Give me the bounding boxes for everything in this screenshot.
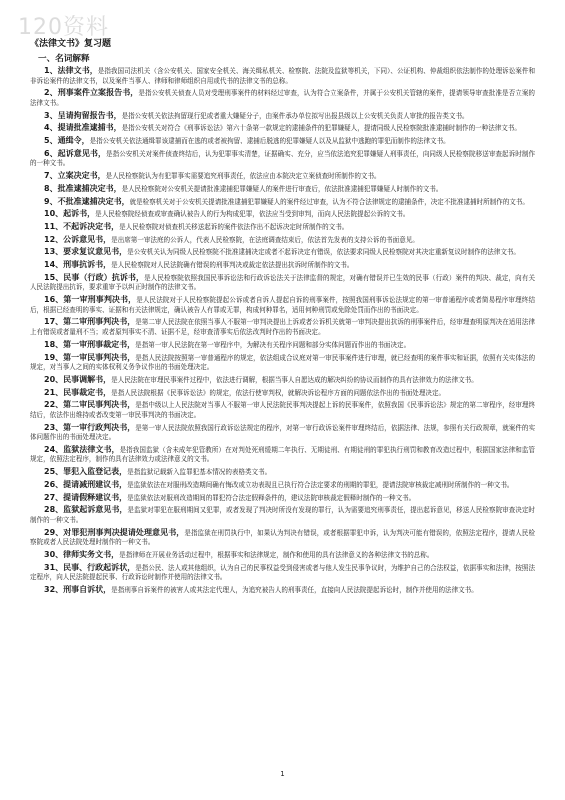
definition-term: 17、第二审刑事判决书， <box>44 317 136 327</box>
definition-term: 25、罪犯入监登记表， <box>44 467 128 477</box>
definition-text: 是指公安机关依法拘留现行犯或者重大嫌疑分子，由案件承办单位拟写出报县级以上公安机关负责人审批的报告类文书。 <box>121 111 469 120</box>
definition-entry <box>30 585 535 596</box>
definition-text: 是公安机关认为同级人民检察院不批准逮捕决定或者不起诉决定有错误，依法要求同级人民检察院对其决定重新复议时制作的法律文书。 <box>127 248 520 257</box>
definition-text: 是指中级以上人民法院对当事人不服第一审人民法院民事判决提起上诉的民事案件，依照我国《民事诉讼法》规定的第二审程序，经审理终结后，依法作出维持或者改变第一审民事判决的书面决定。 <box>30 401 535 419</box>
definition-text: 是人民检察院对人民法院确有错误的刑事判决或裁定依法提出抗诉时所制作的文书。 <box>111 261 354 270</box>
definition-term: 32、刑事自诉状， <box>44 584 112 594</box>
definition-entry <box>30 353 535 373</box>
definition-term: 6、起诉意见书， <box>44 148 106 158</box>
definition-entry <box>30 247 535 258</box>
definition-entry <box>30 235 535 246</box>
definition-entry <box>30 493 535 504</box>
definition-text: 是人民检察院依照我国民事诉讼法和行政诉讼法关于法律监督的规定，对确有错误并已生效的民事（行政）案件的判决、裁定，向有关人民法院提出抗诉，要求重审予以纠正时制作的法律文书。 <box>30 273 535 292</box>
definition-text: 是人民检察院对侦查机关移送起诉的案件依法作出不起诉决定时所制作的文书。 <box>119 222 349 231</box>
definition-text: 是指第一审人民法院在第一审程序中，为解决有关程序问题和部分实体问题而作出的书面决定。 <box>135 340 411 349</box>
definition-entry <box>30 222 535 233</box>
definition-term: 18、第一审刑事裁定书， <box>44 339 136 349</box>
definition-entry <box>30 260 535 271</box>
definition-term: 12、公诉意见书， <box>44 234 112 244</box>
definition-text: 是指我国监狱（含未成年犯管教所）在对判处死刑缓期二年执行、无期徒刑、有期徒刑的罪犯执行刑罚和教育改造过程中，根据国家法律和监管规定，依照法定程序，制作的具有法律效力或法律意义的文书。 <box>30 445 535 464</box>
definition-text: 是指公民、法人或其他组织，认为自己的民事权益受到侵害或者与他人发生民事争议时，为维护自己的合法权益，依据事实和法律，按照法定程序，向人民法院提起民事、行政诉讼时制作并使用的法律文书。 <box>30 563 535 582</box>
definition-text: 是人民法院在审理民事案件过程中，依法进行调解，根据当事人自愿达成的解决纠纷的协议而制作的具有法律效力的法律文书。 <box>111 375 478 384</box>
definition-term: 28、监狱起诉意见书， <box>44 505 128 515</box>
definition-term: 21、民事裁定书， <box>44 387 112 397</box>
definition-term: 16、第一审刑事判决书， <box>44 295 137 305</box>
definition-text: 是指公安机关侦查人员对受理刑事案件的材料经过审查，认为符合立案条件，并属于公安机关管辖的案件，提请领导审查批准是否立案的法律文书。 <box>30 89 535 107</box>
definition-term: 23、第一审行政判决书， <box>44 422 136 432</box>
definition-text: 是第一审人民法院依照我国行政诉讼法规定的程序，对第一审行政诉讼案件审理终结后，依据法律、法规，参照有关行政规章，就案件的实体问题作出的书面处理决定。 <box>30 423 535 442</box>
definition-entry <box>30 111 535 122</box>
definition-term: 31、民事、行政起诉状， <box>44 562 136 572</box>
definition-entry <box>30 340 535 351</box>
definition-text: 是指人民法院按照第一审普通程序的规定，依法组成合议庭对第一审民事案件进行审理，就已经查明的案件事实和证据，依照有关实体法的规定，对当事人之间的实体权利义务争议作出的书面处理决定。 <box>30 353 535 372</box>
definition-entry <box>30 88 535 108</box>
definition-entry <box>30 136 535 147</box>
definition-entry <box>30 563 535 583</box>
definition-text: 是指公安机关依法通缉罪该逮捕而在逃的或者被拘留、逮捕后脱逃的犯罪嫌疑人以及从监狱中逃跑的罪犯而制作的法律文书。 <box>89 137 450 146</box>
definition-text: 是人民检察院对公安机关提请批准逮捕犯罪嫌疑人的案件进行审查后，依法批准逮捕犯罪嫌疑人时制作的文书。 <box>121 184 443 193</box>
definition-entry <box>30 400 535 420</box>
definition-entry <box>30 528 535 548</box>
definition-term: 9、不批准逮捕决定书， <box>44 196 130 206</box>
definition-text: 是指我国司法机关（含公安机关、国家安全机关、海关缉私机关、检察院、法院及监狱等机关，下同）、公证机构、仲裁组织依法制作的处理诉讼案件和非诉讼案件的法律文书，以及案件当事人、律师和律师组织自用或代书的法律文书的总称。 <box>30 67 535 85</box>
definition-entry <box>30 317 535 337</box>
definition-entry <box>30 423 535 443</box>
definition-entry <box>30 273 535 293</box>
definition-text: 是指律师在开展业务活动过程中，根据事实和法律规定，制作和使用的具有法律意义的各种法律文书的总称。 <box>119 550 434 559</box>
definition-entry <box>30 197 535 208</box>
definition-text: 是监狱依法对服刑改造期间的罪犯符合法定假释条件的，建议法院审核裁定假释时制作的一种文书。 <box>127 493 416 502</box>
definition-term: 27、提请假释建议书， <box>44 492 128 502</box>
definition-term: 30、律师实务文书， <box>44 549 120 559</box>
definition-entry <box>30 123 535 134</box>
definition-entry <box>30 184 535 195</box>
definition-text: 是出席第一审法庭的公诉人，代表人民检察院，在法庭调查结束后，依法首先发表的支持公诉的书面意见。 <box>111 235 419 244</box>
definition-text: 是指公安机关对符合《刑事诉讼法》第六十条第一款规定的逮捕条件的犯罪嫌疑人，提请同级人民检察院批准逮捕时制作的一种法律文书。 <box>121 124 521 133</box>
definition-entry <box>30 505 535 525</box>
definition-text: 是人民法院对于人民检察院提起公诉或者自诉人提起自诉的刑事案件，按照我国刑事诉讼法规定的第一审普通程序或者简易程序审理终结后，根据已经查明的事实、证据和有关法律规定，确认被告人有罪或无罪，构成何种罪名，适用何种刑罚或免除处罚而作出的书面决定。 <box>30 296 535 314</box>
definition-term: 29、对罪犯刑事判决提请处理意见书， <box>44 527 185 537</box>
definition-term: 19、第一审民事判决书， <box>44 352 136 362</box>
watermark: 120资料 <box>18 15 109 40</box>
definition-term: 24、监狱法律文书， <box>44 444 120 454</box>
definition-term: 20、民事调解书， <box>44 374 112 384</box>
definition-text: 是人民检察院经侦查或审查确认被告人的行为构成犯罪，依法应当受到审判，而向人民法院提起公诉的文书。 <box>95 210 410 219</box>
page-number: 1 <box>280 770 285 778</box>
definition-text: 就是检察机关对于公安机关提请批准逮捕犯罪嫌疑人的案件经过审查，认为不符合法律规定的逮捕条件，决定不批准逮捕时所制作的文书。 <box>129 197 529 206</box>
section-heading: 一、名词解释 <box>38 54 90 64</box>
definition-text: 是指监狱在刑罚执行中，如果认为判决有错误，或者根据罪犯申诉，认为判决可能有错误的，依照法定程序，提请人民检察院或者人民法院处理时制作的一种文书。 <box>30 528 535 547</box>
definition-entry <box>30 467 535 478</box>
definition-entry <box>30 295 535 315</box>
definition-term: 26、提请减刑建议书， <box>44 479 128 489</box>
definition-term: 2、刑事案件立案报告书， <box>44 88 139 98</box>
definition-term: 10、起诉书， <box>44 209 96 219</box>
definition-term: 11、不起诉决定书， <box>44 221 120 231</box>
definition-term: 15、民事（行政）抗诉书， <box>44 272 145 282</box>
definition-entry <box>30 209 535 220</box>
definition-entry <box>30 66 535 86</box>
definition-entry <box>30 171 535 182</box>
definition-text: 是指人民法院根据《民事诉讼法》的规定，依法行使审判权，就解决诉讼程序方面的问题依法作出的书面处理决定。 <box>111 388 446 397</box>
definition-term: 3、呈请拘留报告书， <box>44 110 122 120</box>
definition-term: 22、第二审民事判决书， <box>44 400 136 410</box>
definition-entry <box>30 388 535 399</box>
definition-text: 是指监狱记载新入监罪犯基本情况的表格类文书。 <box>127 468 272 477</box>
definition-term: 4、提请批准逮捕书， <box>44 123 122 133</box>
definition-entry <box>30 149 535 169</box>
definition-text: 是人民检察院认为有犯罪事实需要追究刑事责任，依法应由本院决定立案侦查时所制作的文书。 <box>105 172 381 181</box>
definition-text: 是指刑事自诉案件的被害人或其法定代理人，为追究被告人的刑事责任，直接向人民法院提起诉讼时，制作并使用的法律文书。 <box>111 585 478 594</box>
definition-entry <box>30 375 535 386</box>
definition-term: 13、要求复议意见书， <box>44 247 128 257</box>
definition-term: 5、通缉令， <box>44 136 90 146</box>
definition-text: 是第二审人民法院在依照当事人不服第一审判决提出上诉或者公诉机关就第一审判决提出抗诉的刑事案件后，经审理查明原判决在适用法律上有错误或者量刑不当；或者原判事实不清、证据不足，经审查清事实后依法改判时作出的书面决定。 <box>30 318 535 337</box>
definition-entry <box>30 445 535 465</box>
definition-term: 1、法律文书， <box>44 66 98 75</box>
definition-term: 7、立案决定书， <box>44 171 106 181</box>
definition-text: 是监狱对罪犯在服刑期间又犯罪，或者发现了判决时所没有发现的罪行，认为需要追究刑事责任，提出起诉意见，移送人民检察院审查决定时制作的一种文书。 <box>30 506 535 524</box>
definition-term: 8、批准逮捕决定书， <box>44 183 122 193</box>
definition-text: 是指公安机关对案件侦查终结后，认为犯罪事实清楚，证据确实、充分，应当依法追究犯罪嫌疑人刑事责任，向同级人民检察院移送审查起诉时制作的一种文书。 <box>30 149 535 168</box>
definition-text: 是监狱依法在对服刑改造期间确有悔改或立功表现且已执行符合法定要求的刑期的罪犯，提请法院审核裁定减刑时所制作的一种文书。 <box>127 480 514 489</box>
definition-term: 14、刑事抗诉书， <box>44 260 112 270</box>
definition-entry <box>30 480 535 491</box>
definition-entry <box>30 550 535 561</box>
document-title: 《法律文书》复习题 <box>30 39 112 49</box>
definition-list <box>30 66 535 595</box>
